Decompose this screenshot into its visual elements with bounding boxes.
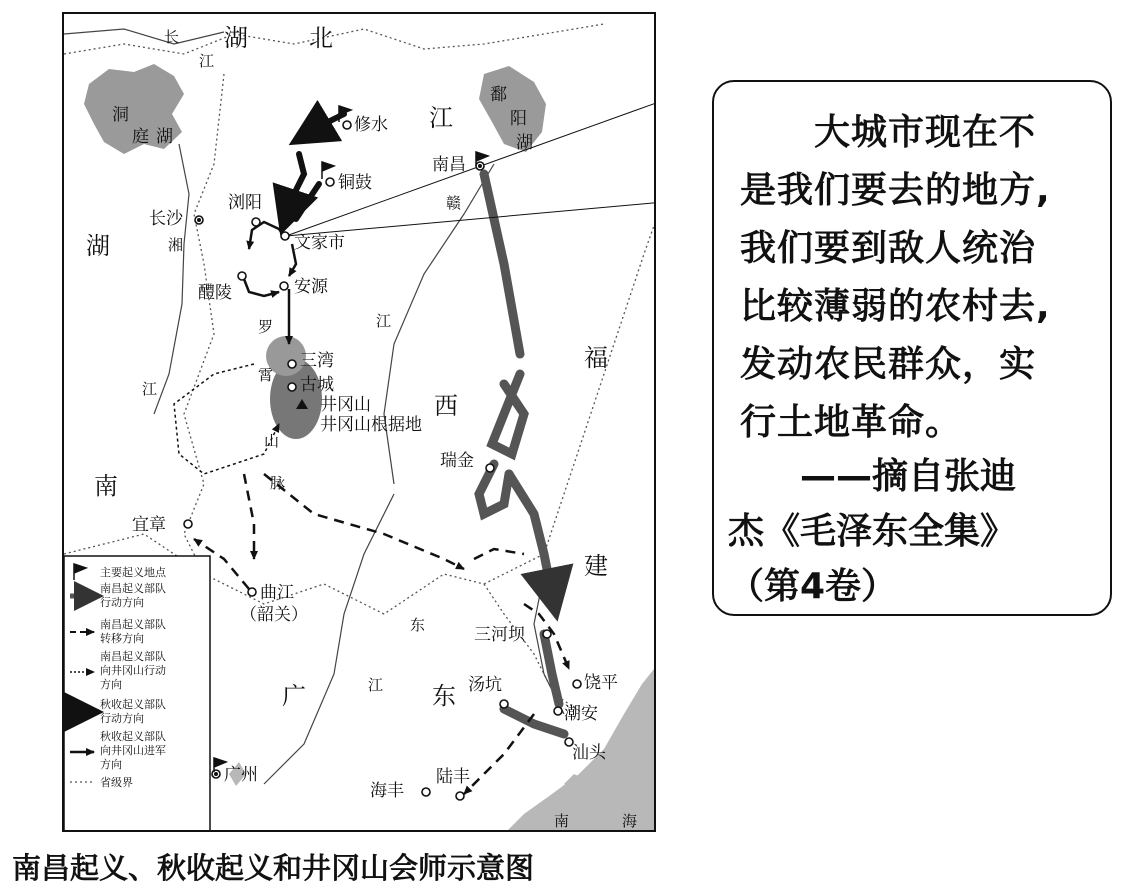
- legend-autumn-action-1: 秋收起义部队: [100, 698, 166, 711]
- label-xiushui: 修水: [354, 115, 388, 135]
- region-hunan-2: 南: [94, 472, 118, 500]
- legend-uprising-site: 主要起义地点: [100, 566, 166, 579]
- nanchang-uprising-route: [479, 174, 564, 734]
- region-fujian-1: 福: [584, 344, 608, 372]
- river-xiang-1: 湘: [168, 236, 184, 254]
- label-chaoan: 潮安: [564, 704, 598, 724]
- label-yizhang: 宜章: [132, 515, 166, 535]
- label-shaoguan: （韶关）: [240, 605, 308, 625]
- region-hubei-2: 北: [309, 24, 333, 52]
- sea-label-2: 海: [622, 812, 638, 830]
- label-haifeng: 海丰: [370, 781, 404, 801]
- label-shantou: 汕头: [572, 743, 606, 763]
- lake-poyang-2: 阳: [510, 109, 527, 129]
- region-jiangxi-1: 江: [429, 104, 453, 132]
- quote-line-6: 行土地革命。: [740, 402, 963, 443]
- river-gan-2: 江: [376, 312, 392, 330]
- lake-dongting-3: 湖: [156, 127, 173, 147]
- label-liling: 醴陵: [198, 283, 232, 303]
- quote-box: [712, 80, 1112, 616]
- legend: [64, 556, 210, 832]
- label-sanheba: 三河坝: [474, 625, 525, 645]
- legend-nanchang-to-jgs-2: 向井冈山行动: [100, 664, 166, 677]
- map-caption: 南昌起义、秋收起义和井冈山会师示意图: [12, 851, 535, 885]
- legend-province-border: 省级界: [100, 776, 133, 789]
- legend-nanchang-to-jgs-1: 南昌起义部队: [100, 650, 166, 663]
- quote-source-line-2: 杰《毛泽东全集》: [728, 511, 1017, 552]
- legend-autumn-action-2: 行动方向: [100, 712, 144, 725]
- map-frame: [62, 12, 656, 832]
- label-guyuan: 古城: [300, 375, 334, 395]
- label-liuyang: 浏阳: [228, 193, 262, 213]
- lake-poyang-1: 鄱: [490, 85, 507, 105]
- quote-line-4: 比较薄弱的农村去,: [740, 286, 1051, 327]
- label-jinggangshan-base: 井冈山根据地: [320, 415, 422, 435]
- region-jiangxi-2: 西: [434, 392, 458, 420]
- legend-autumn-to-jgs-1: 秋收起义部队: [100, 730, 166, 743]
- river-changjiang-2: 江: [199, 52, 215, 70]
- label-nanchang: 南昌: [432, 155, 466, 175]
- legend-autumn-to-jgs-2: 向井冈山进军: [100, 744, 166, 757]
- label-tangkeng: 汤坑: [468, 675, 502, 695]
- quote-text: [740, 104, 1100, 452]
- label-jinggangshan: 井冈山: [320, 395, 371, 415]
- label-guangzhou: 广州: [224, 765, 258, 785]
- river-dong-1: 东: [410, 616, 426, 634]
- sea-label-1: 南: [554, 812, 570, 830]
- label-tonggu: 铜鼓: [338, 173, 372, 193]
- label-changsha: 长沙: [149, 209, 183, 229]
- legend-nanchang-to-jgs-3: 方向: [100, 678, 122, 691]
- lake-dongting-1: 洞: [112, 105, 129, 125]
- lake-poyang-3: 湖: [516, 133, 533, 153]
- quote-source-line-3: （第4卷）: [728, 566, 898, 607]
- range-luoxiao-1: 罗: [258, 318, 274, 336]
- legend-nanchang-transfer-2: 转移方向: [100, 632, 144, 645]
- label-wenjiashi: 文家市: [294, 233, 345, 253]
- quote-source-line-1: ——摘自张迪: [728, 456, 1017, 497]
- range-luoxiao-3: 山: [264, 432, 280, 450]
- town-markers: [184, 121, 581, 800]
- range-luoxiao-2: 霄: [258, 366, 274, 384]
- region-guangdong-1: 广: [282, 682, 306, 710]
- region-fujian-2: 建: [584, 552, 608, 580]
- lake-dongting-2: 庭: [132, 127, 149, 147]
- label-anyuan: 安源: [294, 277, 328, 297]
- river-xiang-2: 江: [142, 380, 158, 398]
- river-changjiang-1: 长: [164, 28, 180, 46]
- quote-line-3: 我们要到敌人统治: [740, 228, 1037, 269]
- river-gan-1: 赣: [446, 194, 462, 212]
- region-guangdong-2: 东: [432, 682, 456, 710]
- label-sanwan: 三湾: [300, 351, 334, 371]
- label-ruijin: 瑞金: [440, 451, 474, 471]
- quote-line-2: 是我们要去的地方,: [740, 170, 1051, 211]
- legend-nanchang-action-2: 行动方向: [100, 596, 144, 609]
- legend-nanchang-action-1: 南昌起义部队: [100, 582, 166, 595]
- legend-autumn-to-jgs-3: 方向: [100, 758, 122, 771]
- range-luoxiao-4: 脉: [270, 474, 286, 492]
- label-lufeng: 陆丰: [436, 767, 470, 787]
- quote-line-5: 发动农民群众，实: [740, 344, 1037, 385]
- label-raoping: 饶平: [584, 673, 618, 693]
- region-hubei-1: 湖: [224, 24, 248, 52]
- legend-nanchang-transfer-1: 南昌起义部队: [100, 618, 166, 631]
- quote-source: [728, 449, 1108, 614]
- label-qujiang: 曲江: [260, 583, 294, 603]
- autumn-harvest-route: [284, 114, 344, 224]
- quote-line-1: 大城市现在不: [740, 112, 1037, 153]
- river-dong-2: 江: [368, 676, 384, 694]
- historical-map: [64, 14, 656, 832]
- quote-pointer-lines: [286, 80, 656, 236]
- region-hunan-1: 湖: [86, 232, 110, 260]
